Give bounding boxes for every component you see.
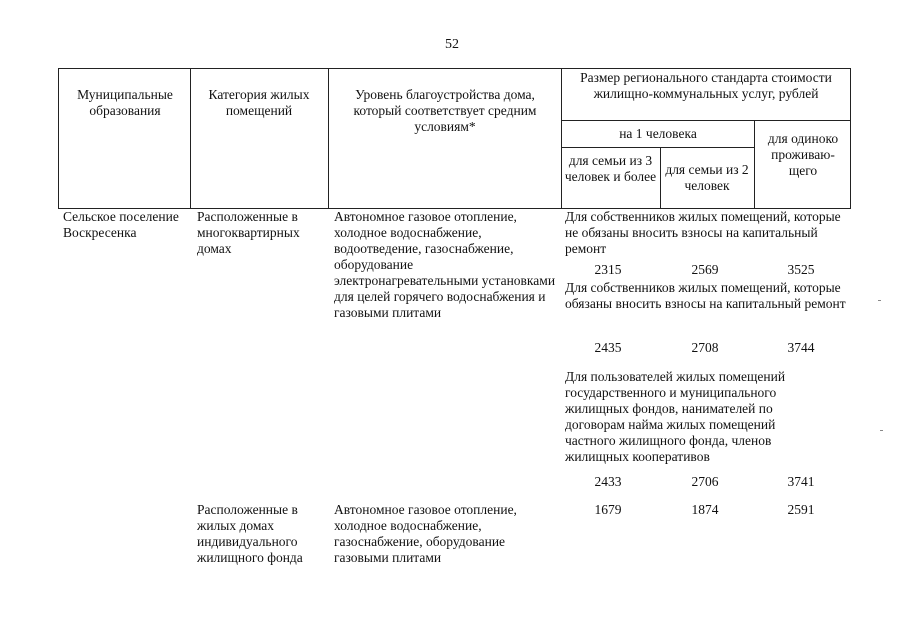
header-family-3: для семьи из 3 человек и более (564, 153, 657, 184)
category-apartments: Расположенные в многоквартирных домах (197, 209, 300, 256)
level-apartments: Автономное газовое отопление, холодное водоснабжение, водоотведение, газоснабжение, оборудование электронагревательными установками для целей горячего водоснабжения и газовыми плитами (334, 209, 556, 320)
group3-value-single: 3741 (787, 474, 815, 489)
header-per-person: на 1 человека (619, 126, 697, 141)
header-divider (754, 120, 755, 209)
group1-label: Для собственников жилых помещений, которые не обязаны вносить взносы на капитальный ремонт (565, 209, 841, 256)
header-category: Категория жилых помещений (208, 87, 310, 118)
group3-value-fam3: 2433 (594, 474, 622, 489)
header-group: Размер регионального стандарта стоимости жилищно-коммунальных услуг, рублей (580, 70, 832, 101)
level-private: Автономное газовое отопление, холодное водоснабжение, газоснабжение, оборудование газовыми плитами (334, 502, 517, 565)
header-divider (660, 147, 661, 209)
group2-value-fam3: 2435 (594, 340, 622, 355)
header-level: Уровень благоустройства дома, который соответствует средним условиям* (353, 87, 537, 134)
header-divider (561, 120, 851, 121)
header-divider (561, 147, 754, 148)
group1-value-fam3: 2315 (594, 262, 622, 277)
header-divider (561, 68, 562, 209)
group2-label: Для собственников жилых помещений, которые обязаны вносить взносы на капитальный ремонт (565, 280, 846, 311)
private-value-fam3: 1679 (594, 502, 622, 517)
header-family-2: для семьи из 2 человек (665, 162, 749, 193)
scan-speck (880, 430, 883, 431)
private-value-single: 2591 (787, 502, 815, 517)
category-private: Расположенные в жилых домах индивидуального жилищного фонда (197, 502, 303, 565)
group1-value-fam2: 2569 (691, 262, 719, 277)
private-value-fam2: 1874 (691, 502, 719, 517)
group3-value-fam2: 2706 (691, 474, 719, 489)
page-number: 52 (445, 37, 459, 52)
scan-speck (878, 300, 881, 301)
header-divider (190, 68, 191, 209)
header-single: для одиноко проживаю-щего (767, 131, 839, 178)
header-municipalities: Муниципальные образования (77, 87, 173, 118)
group3-label: Для пользователей жилых помещений государственного и муниципального жилищных фондов, нанимателей по договорам найма жилых помещений частного жилищного фонда, членов жилищных кооперативов (565, 369, 786, 464)
group1-value-single: 3525 (787, 262, 815, 277)
header-divider (328, 68, 329, 209)
group2-value-fam2: 2708 (691, 340, 719, 355)
group2-value-single: 3744 (787, 340, 815, 355)
municipality-name: Сельское поселение Воскресенка (63, 209, 179, 240)
